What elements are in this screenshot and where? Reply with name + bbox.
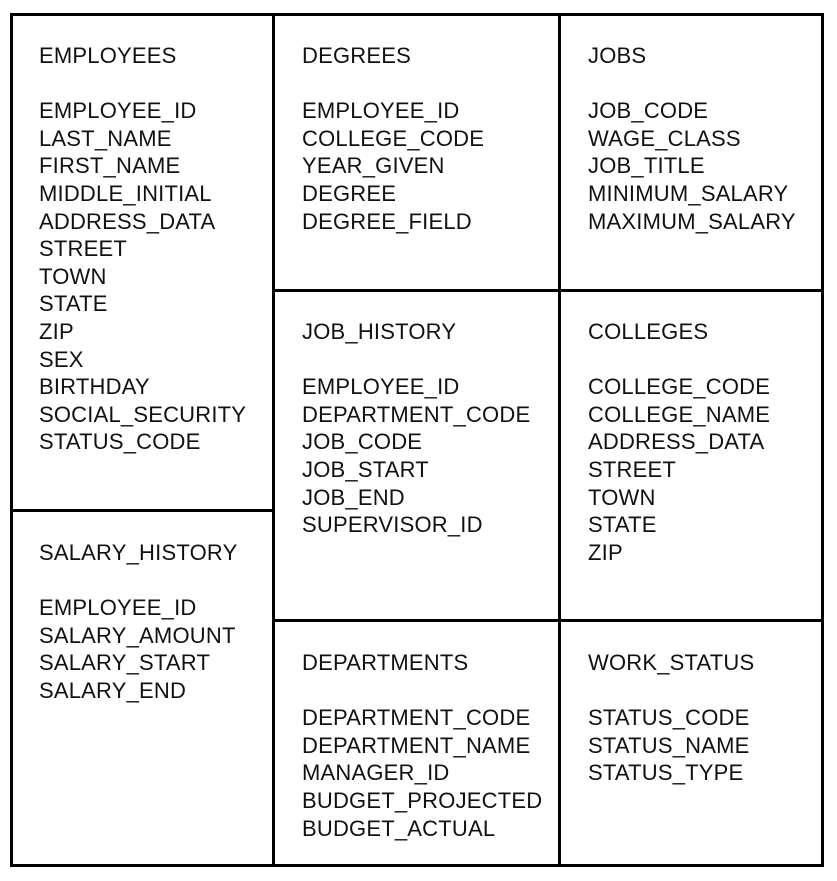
field-name: COLLEGE_NAME — [588, 401, 771, 427]
field-list — [302, 704, 542, 842]
field-name: DEPARTMENT_CODE — [302, 705, 531, 731]
field-list — [302, 373, 530, 539]
field-list — [588, 373, 770, 566]
field-name: TOWN — [588, 484, 656, 510]
field-name: EMPLOYEE_ID — [302, 374, 460, 400]
field-name: JOB_TITLE — [588, 153, 705, 179]
field-name: WAGE_CLASS — [588, 125, 741, 151]
field-name: STREET — [588, 456, 676, 482]
field-name: STATE — [588, 512, 657, 538]
field-name: ADDRESS_DATA — [39, 208, 216, 234]
table-title: EMPLOYEES — [39, 43, 177, 68]
table-jobs — [588, 42, 796, 235]
field-name: SALARY_START — [39, 650, 211, 676]
table-job-history — [302, 318, 530, 539]
field-name: EMPLOYEE_ID — [39, 98, 197, 124]
field-name: SEX — [39, 346, 84, 372]
field-name: BUDGET_PROJECTED — [302, 787, 543, 813]
table-title: COLLEGES — [588, 319, 709, 344]
divider — [272, 289, 824, 292]
table-title: JOB_HISTORY — [302, 319, 457, 344]
table-salary-history — [39, 539, 237, 705]
field-name: EMPLOYEE_ID — [302, 98, 460, 124]
field-list — [39, 97, 246, 456]
table-title: DEPARTMENTS — [302, 650, 469, 675]
field-name: COLLEGE_CODE — [588, 374, 771, 400]
field-name: DEGREE — [302, 180, 397, 206]
field-list — [39, 594, 237, 704]
field-name: COLLEGE_CODE — [302, 125, 485, 151]
field-name: JOB_START — [302, 456, 429, 482]
table-degrees — [302, 42, 484, 235]
field-name: FIRST_NAME — [39, 153, 181, 179]
field-name: ZIP — [588, 539, 623, 565]
field-name: TOWN — [39, 263, 107, 289]
field-name: STREET — [39, 236, 127, 262]
divider — [558, 13, 561, 867]
field-name: MINIMUM_SALARY — [588, 180, 789, 206]
field-name: SUPERVISOR_ID — [302, 512, 483, 538]
table-colleges — [588, 318, 770, 566]
table-work-status — [588, 649, 754, 787]
table-title: DEGREES — [302, 43, 411, 68]
field-name: BUDGET_ACTUAL — [302, 815, 496, 841]
field-name: SOCIAL_SECURITY — [39, 401, 247, 427]
field-name: DEGREE_FIELD — [302, 208, 472, 234]
field-name: YEAR_GIVEN — [302, 153, 445, 179]
table-employees — [39, 42, 246, 456]
divider — [272, 13, 275, 867]
field-name: STATUS_CODE — [39, 429, 201, 455]
field-name: JOB_END — [302, 484, 405, 510]
field-name: LAST_NAME — [39, 125, 172, 151]
field-name: STATUS_CODE — [588, 705, 750, 731]
field-name: SALARY_END — [39, 677, 187, 703]
field-name: STATE — [39, 291, 108, 317]
table-departments — [302, 649, 542, 842]
field-name: STATUS_NAME — [588, 732, 750, 758]
field-name: JOB_CODE — [302, 429, 423, 455]
field-name: MAXIMUM_SALARY — [588, 208, 796, 234]
field-list — [588, 704, 754, 787]
field-name: MANAGER_ID — [302, 760, 450, 786]
field-name: ADDRESS_DATA — [588, 429, 765, 455]
field-name: BIRTHDAY — [39, 374, 150, 400]
table-title: WORK_STATUS — [588, 650, 755, 675]
field-name: ZIP — [39, 318, 74, 344]
field-name: SALARY_AMOUNT — [39, 622, 236, 648]
field-list — [588, 97, 796, 235]
divider — [10, 509, 275, 512]
field-name: DEPARTMENT_CODE — [302, 401, 531, 427]
field-name: MIDDLE_INITIAL — [39, 180, 212, 206]
field-list — [302, 97, 484, 235]
table-title: SALARY_HISTORY — [39, 540, 238, 565]
table-title: JOBS — [588, 43, 647, 68]
field-name: JOB_CODE — [588, 98, 709, 124]
field-name: EMPLOYEE_ID — [39, 595, 197, 621]
field-name: STATUS_TYPE — [588, 760, 744, 786]
field-name: DEPARTMENT_NAME — [302, 732, 531, 758]
divider — [272, 619, 824, 622]
